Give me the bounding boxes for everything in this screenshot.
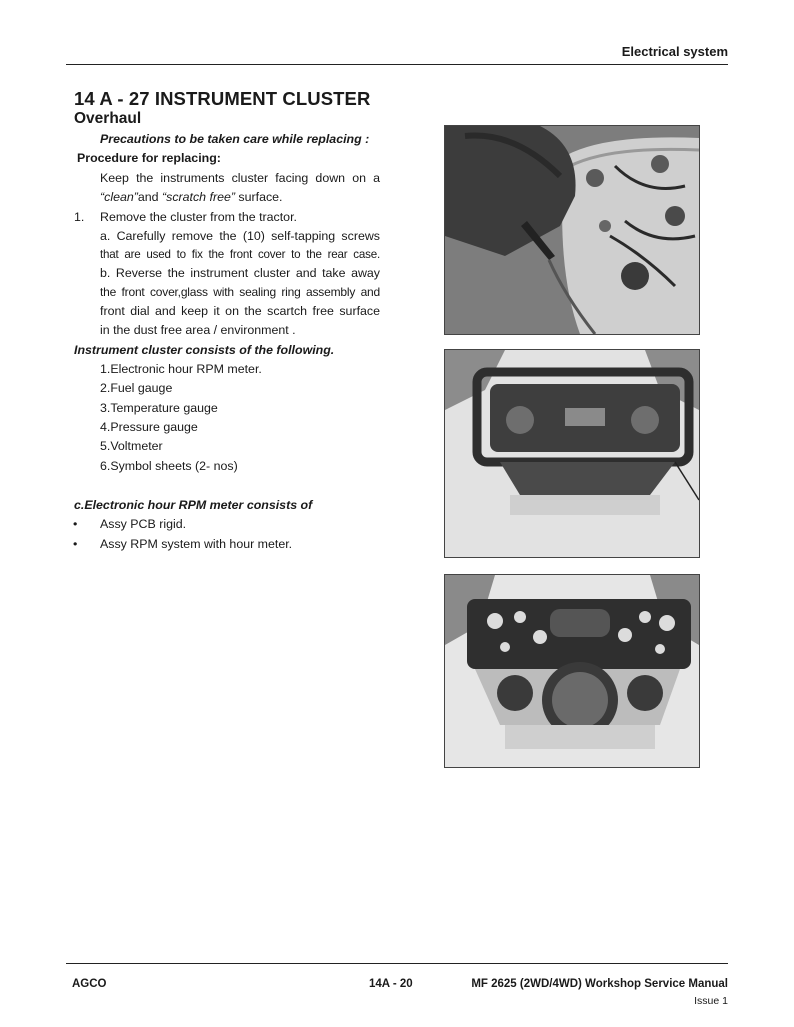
step-a-line: a. Carefully remove the (10) self-tapping screws [100,229,380,243]
footer-page-number: 14A - 20 [369,978,413,990]
photo-screw-removal [444,125,700,335]
consists-item: 5.Voltmeter [100,439,163,453]
step-a-line: that are used to fix the front cover to the rear case. [100,248,380,261]
step-b-line: front dial and keep it on the scartch free surface [100,304,380,318]
rpm-meter-heading: c.Electronic hour RPM meter consists of [74,498,313,512]
step-text: Remove the cluster from the tractor. [100,210,297,224]
rpm-meter-item [73,515,187,535]
header-title: Electrical system [621,44,728,59]
photo-front-dial [444,574,700,768]
procedure-heading: Procedure for replacing: [77,151,221,165]
consists-item: 4.Pressure gauge [100,420,198,434]
header-rule [66,64,728,65]
and-word: and [137,190,162,204]
rpm-meter-item-text: Assy PCB rigid. [100,517,187,531]
procedure-surface-line [100,188,283,208]
precautions-heading: Precautions to be taken care while replacing : [100,132,370,146]
section-subheading: Overhaul [74,110,142,127]
step-b-line: in the dust free area / environment . [100,323,296,337]
footer-brand: AGCO [72,978,107,990]
surface-word: surface. [234,190,283,204]
consists-item: 3.Temperature gauge [100,401,218,415]
footer-manual-title: MF 2625 (2WD/4WD) Workshop Service Manual [471,978,728,990]
consists-item: 6.Symbol sheets (2- nos) [100,459,238,473]
bullet-icon: • [73,517,78,531]
rpm-meter-item [73,535,293,555]
footer-rule [66,963,728,964]
step-b-line: the front cover,glass with sealing ring assembly and [100,285,380,299]
consists-heading: Instrument cluster consists of the following. [74,343,335,357]
scratch-free-term: “scratch free” [162,190,235,204]
consists-item: 2.Fuel gauge [100,381,173,395]
step-b-line: b. Reverse the instrument cluster and take away [100,266,380,280]
rpm-meter-item-text: Assy RPM system with hour meter. [100,537,293,551]
step-number: 1. [74,210,85,224]
section-heading: 14 A - 27 INSTRUMENT CLUSTER [74,88,371,109]
clean-term: “clean” [100,190,138,204]
footer-issue: Issue 1 [694,995,728,1007]
photo-front-cover [444,349,700,558]
consists-item: 1.Electronic hour RPM meter. [100,362,262,376]
procedure-keep-line: Keep the instruments cluster facing down on a [100,171,380,185]
bullet-icon: • [73,537,78,551]
